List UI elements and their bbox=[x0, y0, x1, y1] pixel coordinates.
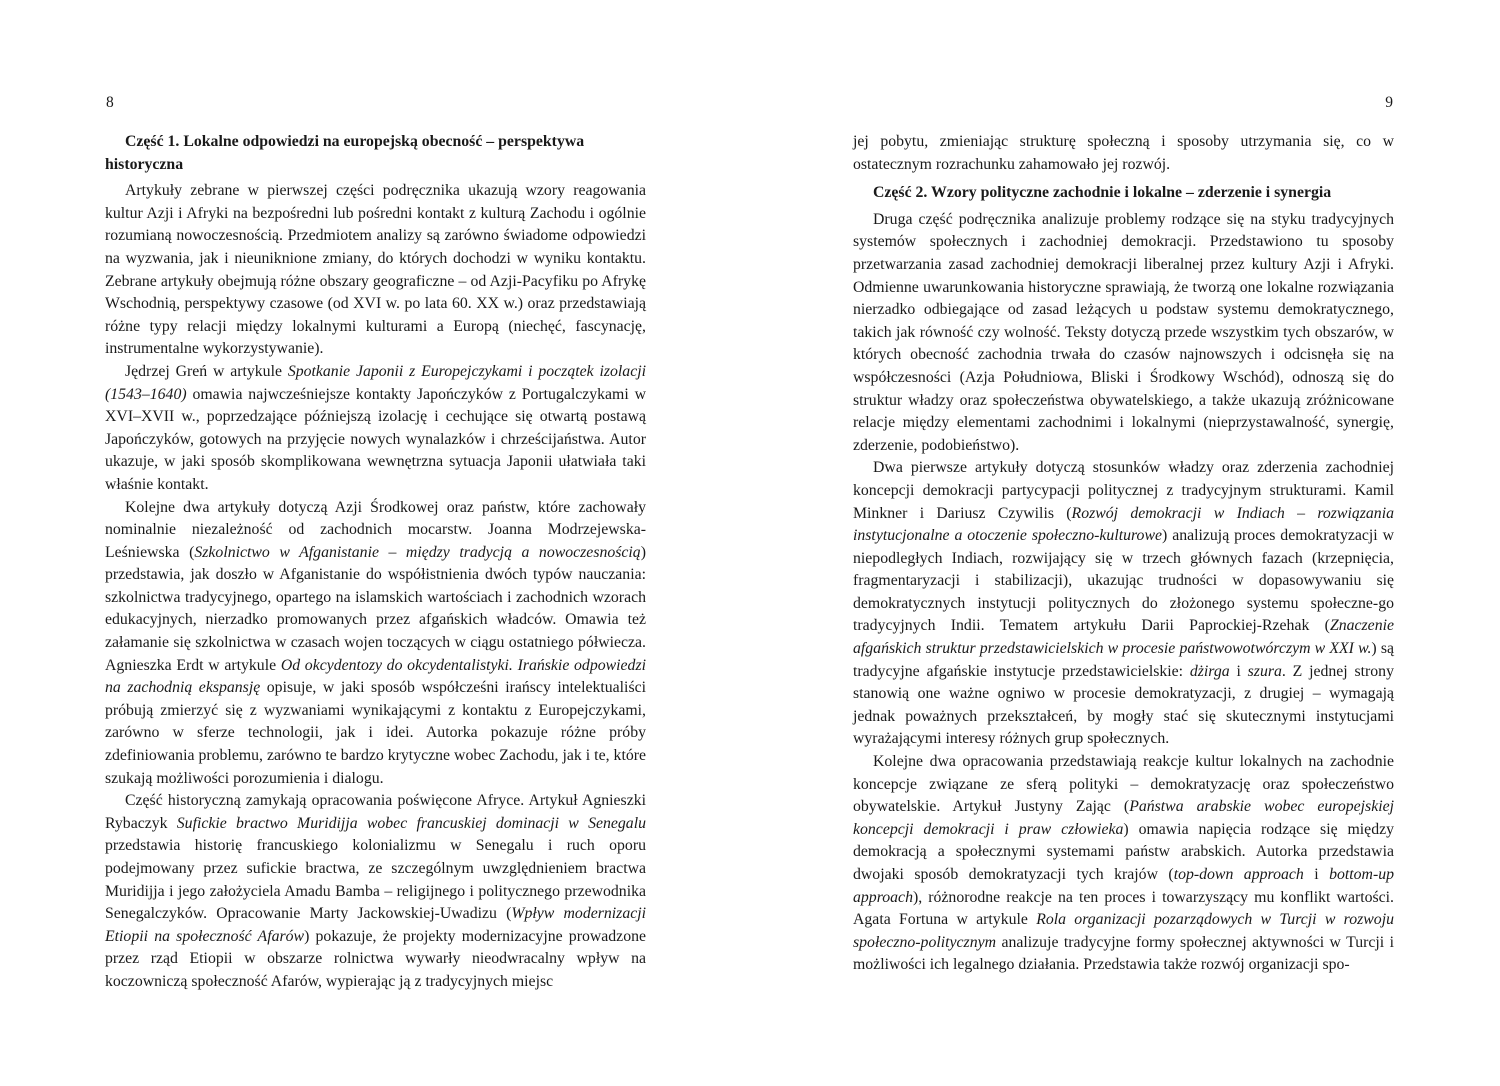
right-page-body bbox=[853, 131, 1394, 977]
article-title: Państwa arabskie wobec europejskiej koncepcji demokracji i praw człowieka bbox=[853, 798, 1395, 838]
term: top-down approach bbox=[1173, 866, 1304, 883]
page-number: 8 bbox=[106, 94, 114, 111]
page-number: 9 bbox=[1385, 94, 1393, 111]
article-title: Od okcydentozy do okcydentalistyki. Irańskie odpowiedzi na zachodnią ekspansję bbox=[105, 656, 646, 697]
article-title: Sufickie bractwo Muridijja wobec francuskiej dominacji w Senegalu bbox=[176, 814, 646, 832]
article-title: Wpływ modernizacji Etiopii na społeczność Afarów bbox=[105, 905, 647, 945]
paragraph: Dwa pierwsze artykuły dotyczą stosunków władzy oraz zderzenia zachodniej koncepcji demokracji partycypacji politycznej z tradycyjnym strukturami. Kamil Minkner i Dariusz Czywilis (Rozwój demokracji w Indiach – rozwiązania instytucjonalne a otoczenie społeczno-kulturowe) analizują proces demokratyzacji w niepodległych Indiach, rozwijający się w trzech głównych fazach (krzepnięcia, fragmentaryzacji i stabilizacji), ukazując trudności w dopasowywaniu się demokratycznych instytucji politycznych do złożonego systemu społeczne-go tradycyjnych Indii. Tematem artykułu Darii Paprockiej-Rzehak (Znaczenie afgańskich struktur przedstawicielskich w procesie państwowotwórczym w XXI w.) są tradycyjne afgańskie instytucje przedstawicielskie: dżirga i szura. Z jednej strony stanowią one ważne ogniwo w procesie demokratyzacji, z drugiej – wymagają jednak poważnych przekształceń, by mogły stać się skutecznymi instytucjami wyrażającymi interesy różnych grup społecznych. bbox=[853, 459, 1394, 748]
paragraph: Artykuły zebrane w pierwszej części podręcznika ukazują wzory reagowania kultur Azji i Afryki na bezpośredni lub pośredni kontakt z kulturą Zachodu i ogólnie rozumianą nowoczesnością. Przedmiotem analizy są zarówno świadome odpowiedzi na wyzwania, jak i nieuniknione zmiany, do których dochodzi w wyniku kontaktu. Zebrane artykuły obejmują różne obszary geograficzne – od Azji-Pacyfiku po Afrykę Wschodnią, perspektywy czasowe (od XVI w. po lata 60. XX w.) oraz przedstawiają różne typy relacji między lokalnymi kulturami a Europą (niechęć, fascynację, instrumentalne wykorzystywanie). bbox=[105, 182, 646, 358]
article-title: Znaczenie afgańskich struktur przedstawicielskich w procesie państwowotwórczym w XXI w. bbox=[853, 617, 1394, 658]
term: dżirga bbox=[1189, 662, 1230, 680]
paragraph: Jędrzej Greń w artykule Spotkanie Japonii z Europejczykami i początek izolacji (1543–1640) omawia najwcześniejsze kontakty Japończyków z Portugalczykami w XVI–XVII w., poprzedzające późniejszą izolację i cechujące się otwartą postawą Japończyków, gotowych na przyjęcie nowych wynalazków i chrześcijaństwa. Autor ukazuje, w jaki sposób skomplikowana wewnętrzna sytuacja Japonii ułatwiała taki właśnie kontakt. bbox=[105, 362, 646, 493]
article-title: Rola organizacji pozarządowych w Turcji w rozwoju społeczno-politycznym bbox=[853, 911, 1394, 951]
term: bottom-up approach bbox=[853, 866, 1395, 906]
paragraph: Kolejne dwa artykuły dotyczą Azji Środkowej oraz państw, które zachowały nominalnie niezależność od zachodnich mocarstw. Joanna Modrzejewska-Leśniewska (Szkolnictwo w Afganistanie – między tradycją a nowoczesnością) przedstawia, jak doszło w Afganistanie do współistnienia dwóch typów nauczania: szkolnictwa tradycyjnego, opartego na islamskich wartościach i zachodnich wzorach edukacyjnych, nierzadko promowanych przez afgańskich władców. Omawia też załamanie się szkolnictwa w czasach wojen toczących w ciągu ostatniego półwiecza. Agnieszka Erdt w artykule Od okcydentozy do okcydentalistyki. Irańskie odpowiedzi na zachodnią ekspansję opisuje, w jaki sposób współcześni irańscy intelektualiści próbują zmierzyć się z wyzwaniami wynikającymi z kontaktu z Europejczykami, zarówno w sferze technologii, jak i idei. Autorka pokazuje różne próby zdefiniowania problemu, zarówno te bardzo krytyczne wobec Zachodu, jak i te, które szukają możliwości porozumienia i dialogu. bbox=[105, 498, 646, 787]
term: szura bbox=[1247, 662, 1282, 680]
article-title: Spotkanie Japonii z Europejczykami i początek izolacji (1543–1640) bbox=[105, 362, 646, 403]
left-page-body bbox=[105, 131, 646, 994]
article-title: Szkolnictwo w Afganistanie – między tradycją a nowoczesnością bbox=[194, 543, 641, 561]
article-title: Rozwój demokracji w Indiach – rozwiązania instytucjonalne a otoczenie społeczno-kulturowe bbox=[853, 504, 1394, 545]
paragraph: Kolejne dwa opracowania przedstawiają reakcje kultur lokalnych na zachodnie koncepcje związane ze sferą polityki – demokratyzację oraz społeczeństwo obywatelskie. Artykuł Justyny Zając (Państwa arabskie wobec europejskiej koncepcji demokracji i praw człowieka) omawia napięcia rodzące się między demokracją a społecznymi systemami państw arabskich. Autorka przedstawia dwojaki sposób demokratyzacji tych krajów (top-down approach i bottom-up approach), różnorodne reakcje na ten proces i towarzyszący mu konflikt wartości. Agata Fortuna w artykule Rola organizacji pozarządowych w Turcji w rozwoju społeczno-politycznym analizuje tradycyjne formy społecznej aktywności w Turcji i możliwości ich legalnego działania. Przedstawia także rozwój organizacji spo- bbox=[853, 753, 1395, 974]
paragraph-continuation: jej pobytu, zmieniając strukturę społeczną i sposoby utrzymania się, co w ostatecznym rozrachunku zahamowało jej rozwój. bbox=[853, 133, 1394, 173]
paragraph: Druga część podręcznika analizuje problemy rodzące się na styku tradycyjnych systemów społecznych i zachodniej demokracji. Przedstawiono tu sposoby przetwarzania zasad zachodniej demokracji liberalnej przez kultury Azji i Afryki. Odmienne uwarunkowania historyczne sprawiają, że tworzą one lokalne rozwiązania nierzadko odbiegające od zasad leżących u podstaw systemu demokratycznego, takich jak równość czy wolność. Teksty dotyczą przede wszystkim tych obszarów, w których obecność zachodnia trwała do czasów najnowszych i odcisnęła się na współczesności (Azja Południowa, Bliski i Środkowy Wschód), odnoszą się do struktur władzy oraz społeczeństwa obywatelskiego, a także ukazują zróżnicowane relacje między elementami zachodnimi i lokalnymi (nieprzystawalność, synergię, zderzenie, podobieństwo). bbox=[853, 210, 1394, 454]
section-heading: Część 1. Lokalne odpowiedzi na europejską obecność – perspektywa historyczna bbox=[105, 133, 585, 173]
right-page bbox=[750, 0, 1500, 1086]
paragraph: Część historyczną zamykają opracowania poświęcone Afryce. Artykuł Agnieszki Rybaczyk Sufickie bractwo Muridijja wobec francuskiej dominacji w Senegalu przedstawia historię francuskiego kolonializmu w Senegalu i ruch oporu podejmowany przez sufickie bractwa, ze szczególnym uwzględnieniem bractwa Muridijja i jego założyciela Amadu Bamba – religijnego i politycznego przewodnika Senegalczyków. Opracowanie Marty Jackowskiej-Uwadizu (Wpływ modernizacji Etiopii na społeczność Afarów) pokazuje, że projekty modernizacyjne prowadzone przez rząd Etiopii w obszarze rolnictwa wywarły nieodwracalny wpływ na koczowniczą społeczność Afarów, wypierając ją z tradycyjnych miejsc bbox=[105, 792, 647, 990]
section-heading: Część 2. Wzory polityczne zachodnie i lokalne – zderzenie i synergia bbox=[873, 184, 1332, 202]
